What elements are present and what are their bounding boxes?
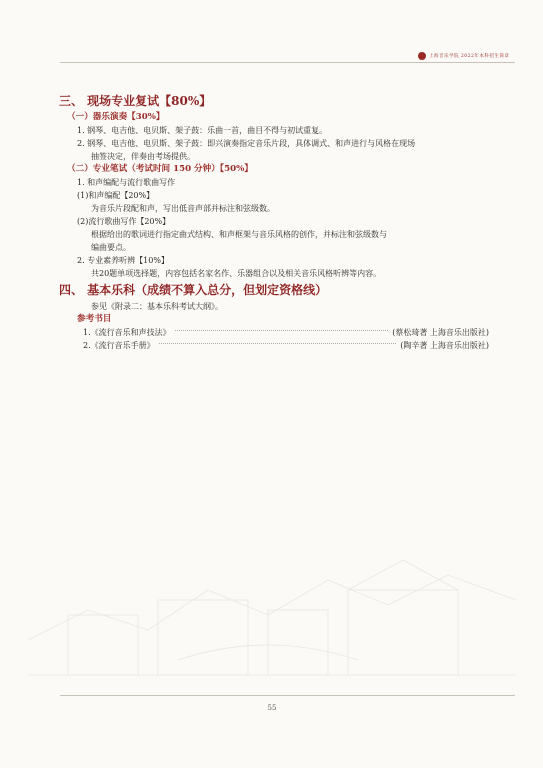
- reference-item: [59, 326, 489, 339]
- subsection-written-exam-heading: （二）专业笔试（考试时间 150 分钟）【50%】: [67, 164, 253, 174]
- section-3-heading: 三、 现场专业复试【80%】: [59, 94, 212, 108]
- reference-item: [59, 339, 489, 352]
- instrumental-item-2-cont: 抽签决定，伴奏由考场提供。: [91, 152, 195, 161]
- school-logo: [418, 52, 509, 60]
- written-line: 2. 专业素养听辨【10%】: [77, 256, 169, 265]
- written-line: 共20题单项选择题，内容包括名家名作、乐器组合以及相关音乐风格听辨等内容。: [91, 269, 382, 278]
- reference-source: (蔡松琦著 上海音乐出版社): [392, 328, 489, 337]
- instrumental-item-1: 1. 钢琴、电吉他、电贝斯、架子鼓：乐曲一首，曲目不得与初试重复。: [77, 126, 328, 135]
- section-4-heading: 四、 基本乐科（成绩不算入总分，但划定资格线）: [59, 283, 328, 297]
- logo-text: 上海音乐学院 2022年本科招生简章: [429, 54, 510, 59]
- page-number: 55: [267, 704, 277, 712]
- appendix-note: 参见《附录二：基本乐科考试大纲》。: [91, 302, 223, 311]
- written-line: 为音乐片段配和声，写出低音声部并标注和弦级数。: [91, 204, 275, 213]
- references-list: [59, 326, 489, 352]
- campus-illustration: [28, 520, 516, 690]
- leader-dots: [159, 343, 397, 344]
- written-line: (2)流行歌曲写作【20%】: [77, 217, 171, 226]
- references-heading: 参考书目: [77, 314, 112, 324]
- subsection-instrumental-heading: （一）器乐演奏【30%】: [67, 112, 165, 122]
- footer-divider: [60, 695, 515, 696]
- written-line: 1. 和声编配与流行歌曲写作: [77, 178, 176, 187]
- instrumental-item-2: 2. 钢琴、电吉他、电贝斯、架子鼓：即兴演奏指定音乐片段，具体调式、和声进行与风格在现场: [77, 139, 416, 148]
- leader-dots: [175, 330, 389, 331]
- written-line: 根据给出的歌词进行指定曲式结构、和声框架与音乐风格的创作，并标注和弦级数与: [91, 230, 387, 239]
- reference-title: 1.《流行音乐和声技法》: [83, 328, 171, 337]
- reference-title: 2.《流行音乐手册》: [83, 341, 155, 350]
- school-emblem-icon: [418, 52, 426, 60]
- header-divider: [60, 62, 515, 63]
- main-content: [59, 93, 489, 352]
- written-line: (1)和声编配【20%】: [77, 191, 155, 200]
- written-line: 编曲要点。: [91, 243, 131, 252]
- reference-source: (陶辛著 上海音乐出版社): [400, 341, 489, 350]
